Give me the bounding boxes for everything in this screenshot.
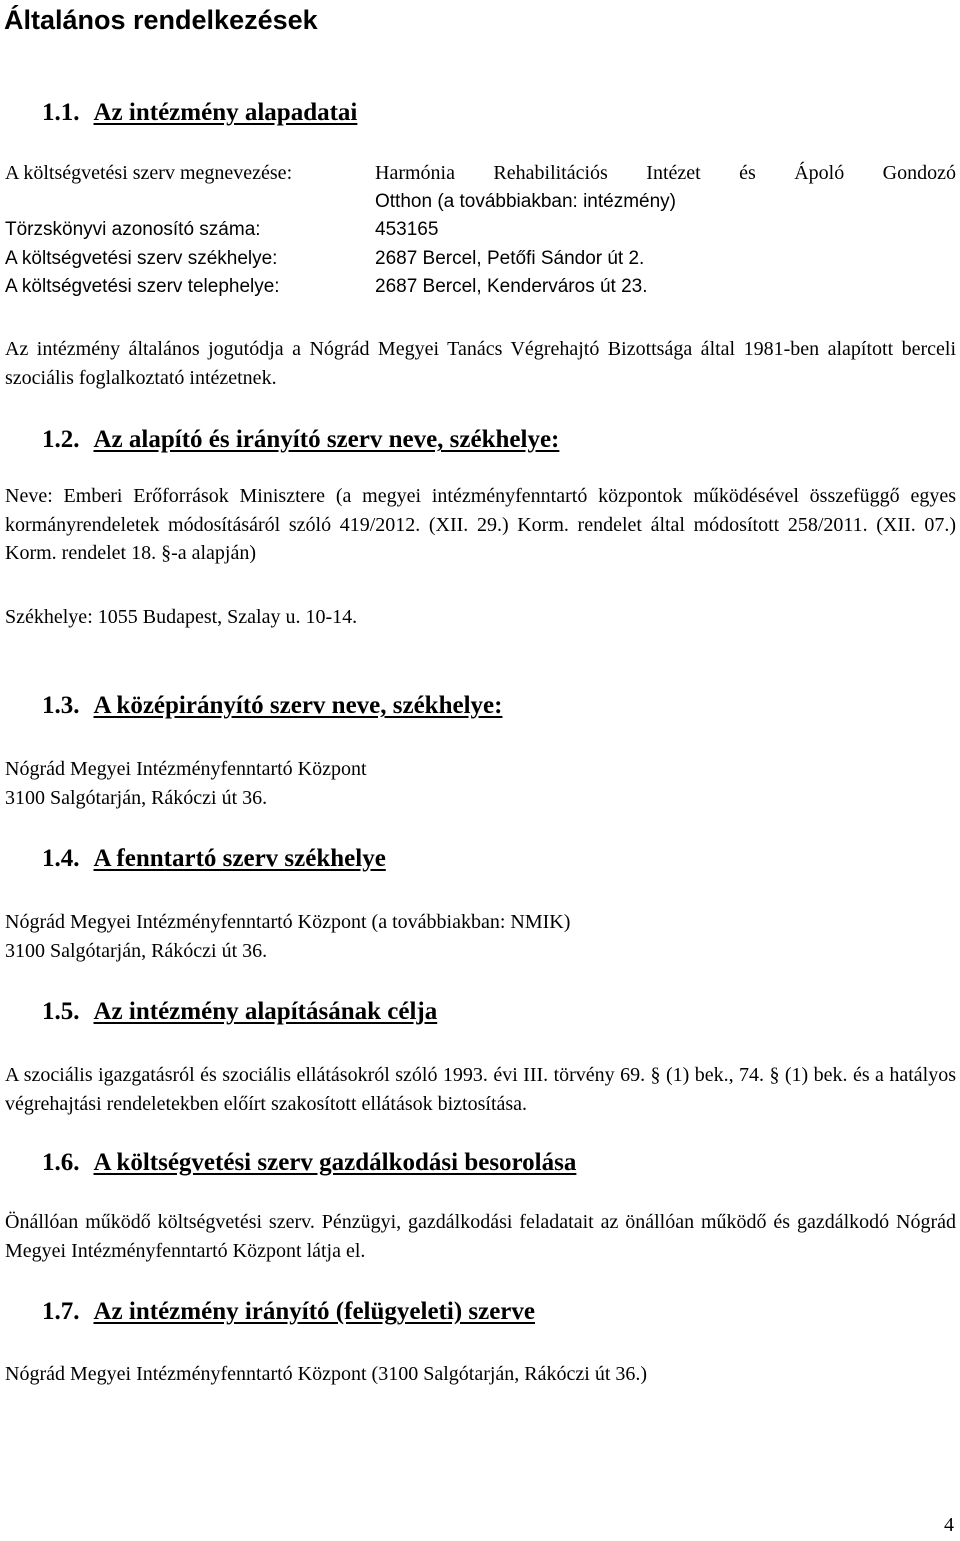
purpose-paragraph: A szociális igazgatásról és szociális ellátásokról szóló 1993. évi III. törvény 69. § (1) bek., 74. § (1) bek. és a hatályos végrehajtási rendeletekben előírt szakosított ellátások biztosítása.	[5, 1064, 956, 1115]
site-row	[5, 273, 956, 302]
page-title: Általános rendelkezések	[4, 5, 318, 35]
registry-value: 453165	[375, 219, 439, 240]
section-title: Az intézmény alapításának célja	[93, 998, 438, 1025]
seat-row	[5, 245, 956, 274]
name-label: A költségvetési szerv megnevezése:	[5, 162, 293, 184]
maintainer-name: Nógrád Megyei Intézményfenntartó Központ (a továbbiakban: NMIK)	[5, 911, 571, 933]
institution-basic-data	[5, 159, 956, 302]
seat-value: 2687 Bercel, Petőfi Sándor út 2.	[375, 247, 645, 269]
section-title: Az intézmény alapadatai	[93, 99, 358, 126]
site-label: A költségvetési szerv telephelye:	[5, 276, 280, 297]
section-title: A középirányító szerv neve, székhelye:	[93, 692, 503, 719]
name-value-cont: Otthon (a továbbiakban: intézmény)	[375, 190, 677, 212]
section-1-1-heading	[42, 96, 357, 130]
section-number: 1.6.	[42, 1149, 80, 1176]
maintainer-block	[5, 908, 956, 965]
supervisory-paragraph: Nógrád Megyei Intézményfenntartó Központ (3100 Salgótarján, Rákóczi út 36.)	[5, 1363, 648, 1385]
name-word: és	[739, 162, 756, 184]
section-number: 1.3.	[42, 692, 80, 719]
section-1-2-heading	[42, 423, 559, 457]
successor-paragraph: Az intézmény általános jogutódja a Nógrád Megyei Tanács Végrehajtó Bizottsága által 1981-ben alapított berceli szociális foglalkoztató intézetnek.	[5, 338, 956, 389]
section-1-6-heading	[42, 1146, 576, 1180]
section-number: 1.1.	[42, 99, 80, 126]
page-number: 4	[944, 1514, 954, 1536]
registry-label: Törzskönyvi azonosító száma:	[5, 219, 261, 240]
name-value	[375, 159, 956, 188]
section-number: 1.7.	[42, 1298, 80, 1325]
founder-seat: Székhelye: 1055 Budapest, Szalay u. 10-14.	[5, 606, 358, 628]
registry-row	[5, 216, 956, 245]
section-1-7-heading	[42, 1295, 535, 1329]
classification-paragraph: Önállóan működő költségvetési szerv. Pénzügyi, gazdálkodási feladatait az önállóan működő és gazdálkodó Nógrád Megyei Intézményfenntartó Központ látja el.	[5, 1211, 956, 1262]
name-word: Harmónia	[375, 162, 455, 184]
name-word: Rehabilitációs	[493, 162, 608, 184]
name-word: Ápoló	[794, 162, 845, 184]
founder-name-paragraph: Neve: Emberi Erőforrások Minisztere (a megyei intézményfenntartó központok működésével összefüggő egyes kormányrendeletek módosításáról szóló 419/2012. (XII. 29.) Korm. rendelet által módosított 258/2011. (XII. 07.) Korm. rendelet 18. §-a alapján)	[5, 485, 956, 564]
seat-label: A költségvetési szerv székhelye:	[5, 247, 278, 269]
section-1-4-heading	[42, 842, 386, 876]
section-title: Az intézmény irányító (felügyeleti) szerve	[93, 1298, 536, 1325]
section-title: A fenntartó szerv székhelye	[93, 845, 386, 872]
section-1-5-heading	[42, 995, 437, 1029]
name-continuation	[5, 188, 956, 217]
site-value: 2687 Bercel, Kenderváros út 23.	[375, 276, 648, 297]
maintainer-address: 3100 Salgótarján, Rákóczi út 36.	[5, 939, 268, 962]
section-1-3-heading	[42, 689, 502, 723]
section-number: 1.5.	[42, 998, 80, 1025]
middle-authority-name: Nógrád Megyei Intézményfenntartó Központ	[5, 758, 367, 780]
section-title: Az alapító és irányító szerv neve, székhelye:	[93, 426, 560, 453]
middle-authority-address: 3100 Salgótarján, Rákóczi út 36.	[5, 786, 268, 809]
section-number: 1.2.	[42, 426, 80, 453]
name-row	[5, 159, 956, 188]
middle-authority-block	[5, 755, 956, 812]
name-word: Gondozó	[882, 162, 956, 184]
name-word: Intézet	[646, 162, 701, 184]
section-title: A költségvetési szerv gazdálkodási besorolása	[93, 1149, 577, 1176]
section-number: 1.4.	[42, 845, 80, 872]
